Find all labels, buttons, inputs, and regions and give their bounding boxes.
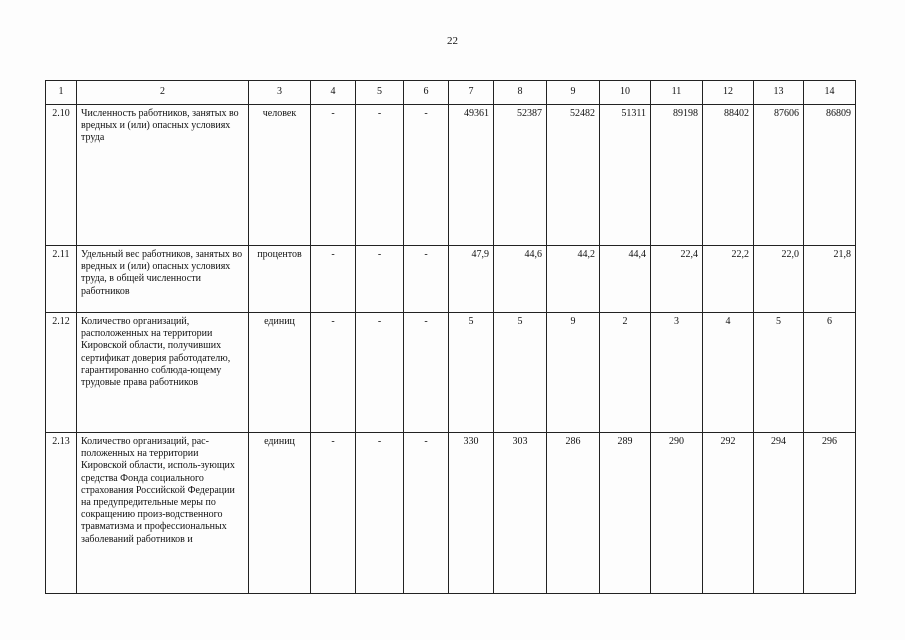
value-cell: 303 bbox=[494, 433, 547, 594]
header-cell: 12 bbox=[703, 81, 754, 105]
value-cell: 296 bbox=[804, 433, 856, 594]
value-cell: - bbox=[404, 105, 449, 246]
value-cell: 292 bbox=[703, 433, 754, 594]
table-header-row bbox=[46, 81, 856, 105]
header-cell: 8 bbox=[494, 81, 547, 105]
value-cell: 86809 bbox=[804, 105, 856, 246]
header-cell: 2 bbox=[77, 81, 249, 105]
header-cell: 14 bbox=[804, 81, 856, 105]
row-name: Удельный вес работников, занятых во вредных и (или) опасных условиях труда, в общей численности работников bbox=[77, 246, 249, 313]
row-unit: процентов bbox=[249, 246, 311, 313]
header-cell: 1 bbox=[46, 81, 77, 105]
table-row bbox=[46, 246, 856, 313]
value-cell: 2 bbox=[600, 313, 651, 433]
table-row bbox=[46, 105, 856, 246]
value-cell: 289 bbox=[600, 433, 651, 594]
indicators-table bbox=[45, 80, 856, 594]
value-cell: 290 bbox=[651, 433, 703, 594]
header-cell: 4 bbox=[311, 81, 356, 105]
header-cell: 5 bbox=[356, 81, 404, 105]
value-cell: 4 bbox=[703, 313, 754, 433]
value-cell: 89198 bbox=[651, 105, 703, 246]
value-cell: 44,4 bbox=[600, 246, 651, 313]
value-cell: 22,2 bbox=[703, 246, 754, 313]
value-cell: 47,9 bbox=[449, 246, 494, 313]
row-code: 2.11 bbox=[46, 246, 77, 313]
value-cell: - bbox=[356, 433, 404, 594]
row-unit: единиц bbox=[249, 313, 311, 433]
value-cell: 44,6 bbox=[494, 246, 547, 313]
table-row bbox=[46, 313, 856, 433]
value-cell: - bbox=[311, 246, 356, 313]
value-cell: - bbox=[356, 105, 404, 246]
value-cell: 87606 bbox=[754, 105, 804, 246]
row-code: 2.13 bbox=[46, 433, 77, 594]
value-cell: 22,0 bbox=[754, 246, 804, 313]
value-cell: 286 bbox=[547, 433, 600, 594]
row-code: 2.10 bbox=[46, 105, 77, 246]
value-cell: 5 bbox=[754, 313, 804, 433]
value-cell: 52482 bbox=[547, 105, 600, 246]
row-unit: единиц bbox=[249, 433, 311, 594]
value-cell: 22,4 bbox=[651, 246, 703, 313]
value-cell: 330 bbox=[449, 433, 494, 594]
header-cell: 7 bbox=[449, 81, 494, 105]
header-cell: 9 bbox=[547, 81, 600, 105]
value-cell: 6 bbox=[804, 313, 856, 433]
value-cell: - bbox=[404, 313, 449, 433]
value-cell: 5 bbox=[449, 313, 494, 433]
value-cell: 88402 bbox=[703, 105, 754, 246]
header-cell: 10 bbox=[600, 81, 651, 105]
value-cell: 52387 bbox=[494, 105, 547, 246]
header-cell: 3 bbox=[249, 81, 311, 105]
value-cell: - bbox=[356, 313, 404, 433]
header-cell: 6 bbox=[404, 81, 449, 105]
value-cell: 21,8 bbox=[804, 246, 856, 313]
value-cell: 3 bbox=[651, 313, 703, 433]
row-name: Численность работников, занятых во вредных и (или) опасных условиях труда bbox=[77, 105, 249, 246]
value-cell: - bbox=[404, 433, 449, 594]
value-cell: 9 bbox=[547, 313, 600, 433]
value-cell: - bbox=[311, 105, 356, 246]
value-cell: 44,2 bbox=[547, 246, 600, 313]
row-name: Количество организаций, расположенных на территории Кировской области, получивших сертификат доверия работодателю, гарантированно соблюда-ющему трудовые права работников bbox=[77, 313, 249, 433]
value-cell: - bbox=[311, 433, 356, 594]
value-cell: - bbox=[356, 246, 404, 313]
value-cell: 294 bbox=[754, 433, 804, 594]
value-cell: 49361 bbox=[449, 105, 494, 246]
value-cell: - bbox=[311, 313, 356, 433]
row-code: 2.12 bbox=[46, 313, 77, 433]
value-cell: - bbox=[404, 246, 449, 313]
header-cell: 13 bbox=[754, 81, 804, 105]
header-cell: 11 bbox=[651, 81, 703, 105]
page-number: 22 bbox=[447, 35, 458, 47]
row-unit: человек bbox=[249, 105, 311, 246]
row-name: Количество организаций, рас-положенных на территории Кировской области, исполь-зующих средства Фонда социального страхования Российской Федерации на предупредительные меры по сокращению произ-водственного травматизма и профессиональных заболеваний работников и bbox=[77, 433, 249, 594]
value-cell: 51311 bbox=[600, 105, 651, 246]
value-cell: 5 bbox=[494, 313, 547, 433]
table-row bbox=[46, 433, 856, 594]
